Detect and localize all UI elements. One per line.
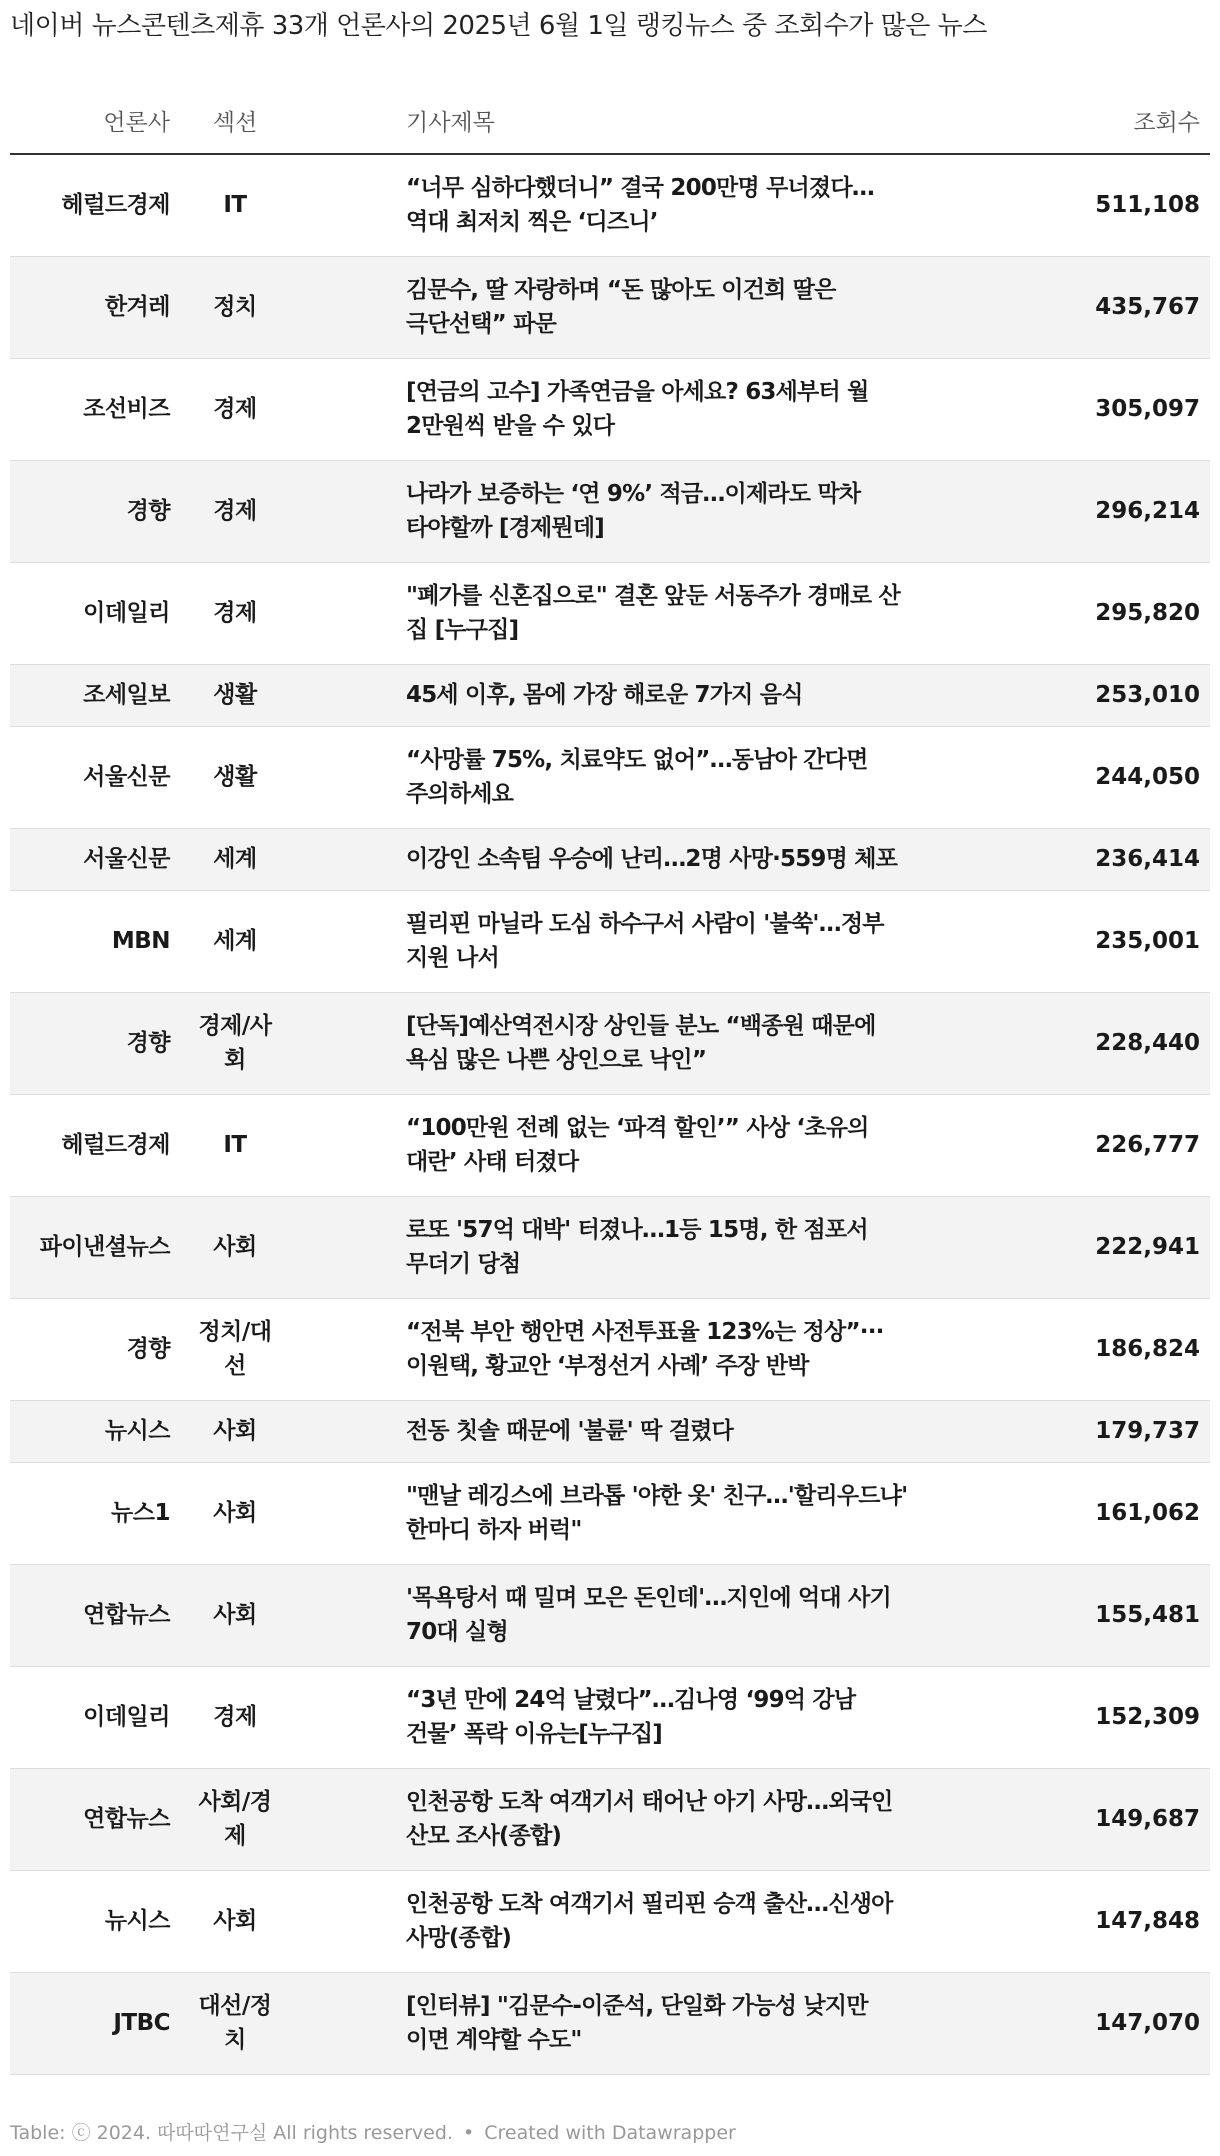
cell-views: 435,767 — [940, 256, 1210, 358]
table-row — [10, 828, 1210, 890]
cell-views: 296,214 — [940, 460, 1210, 562]
cell-section: 생활 — [180, 726, 290, 828]
cell-views: 155,481 — [940, 1564, 1210, 1666]
cell-headline: 로또 '57억 대박' 터졌나…1등 15명, 한 점포서 무더기 당첨 — [290, 1196, 940, 1298]
cell-section: IT — [180, 1094, 290, 1196]
table-row — [10, 1972, 1210, 2074]
cell-section: 세계 — [180, 890, 290, 992]
table-body — [10, 154, 1210, 2074]
cell-headline: “너무 심하다했더니” 결국 200만명 무너졌다…역대 최저치 찍은 ‘디즈니’ — [290, 154, 940, 256]
cell-press: 헤럴드경제 — [10, 154, 180, 256]
cell-views: 161,062 — [940, 1462, 1210, 1564]
table-row — [10, 256, 1210, 358]
cell-section: 사회/경제 — [180, 1768, 290, 1870]
cell-press: 이데일리 — [10, 562, 180, 664]
cell-press: 연합뉴스 — [10, 1564, 180, 1666]
cell-section: 대선/정치 — [180, 1972, 290, 2074]
cell-section: IT — [180, 154, 290, 256]
cell-section: 정치/대선 — [180, 1298, 290, 1400]
cell-section: 경제 — [180, 358, 290, 460]
footer-table-label: Table: — [10, 2122, 66, 2144]
cell-views: 295,820 — [940, 562, 1210, 664]
cell-views: 226,777 — [940, 1094, 1210, 1196]
table-row — [10, 890, 1210, 992]
cell-press: 뉴시스 — [10, 1400, 180, 1462]
cell-headline: 김문수, 딸 자랑하며 “돈 많아도 이건희 딸은 극단선택” 파문 — [290, 256, 940, 358]
cell-views: 222,941 — [940, 1196, 1210, 1298]
cell-press: 경향 — [10, 1298, 180, 1400]
table-row — [10, 460, 1210, 562]
table-row — [10, 1870, 1210, 1972]
cell-section: 사회 — [180, 1564, 290, 1666]
cell-section: 경제 — [180, 460, 290, 562]
cell-views: 147,070 — [940, 1972, 1210, 2074]
cell-press: 헤럴드경제 — [10, 1094, 180, 1196]
footer-credit[interactable]: Created with Datawrapper — [484, 2122, 736, 2144]
cell-section: 경제 — [180, 562, 290, 664]
cell-headline: 이강인 소속팀 우승에 난리…2명 사망·559명 체포 — [290, 828, 940, 890]
cell-section: 사회 — [180, 1400, 290, 1462]
chart-title: 네이버 뉴스콘텐츠제휴 33개 언론사의 2025년 6월 1일 랭킹뉴스 중 조회수가 많은 뉴스 — [10, 11, 987, 41]
cell-press: 조세일보 — [10, 664, 180, 726]
cell-press: 조선비즈 — [10, 358, 180, 460]
cell-views: 235,001 — [940, 890, 1210, 992]
cell-views: 236,414 — [940, 828, 1210, 890]
cell-press: 파이낸셜뉴스 — [10, 1196, 180, 1298]
cell-press: 경향 — [10, 992, 180, 1094]
table-row — [10, 1196, 1210, 1298]
cell-headline: “사망률 75%, 치료약도 없어”…동남아 간다면 주의하세요 — [290, 726, 940, 828]
column-header-press[interactable]: 언론사 — [10, 88, 180, 154]
cell-headline: 전동 칫솔 때문에 '불륜' 딱 걸렸다 — [290, 1400, 940, 1462]
table-row — [10, 1094, 1210, 1196]
cell-section: 경제/사회 — [180, 992, 290, 1094]
cell-views: 147,848 — [940, 1870, 1210, 1972]
cell-headline: [연금의 고수] 가족연금을 아세요? 63세부터 월 2만원씩 받을 수 있다 — [290, 358, 940, 460]
table-row — [10, 1564, 1210, 1666]
cell-section: 정치 — [180, 256, 290, 358]
table-row — [10, 1666, 1210, 1768]
table-row — [10, 992, 1210, 1094]
table-row — [10, 154, 1210, 256]
table-row — [10, 1462, 1210, 1564]
cell-press: MBN — [10, 890, 180, 992]
table-row — [10, 1400, 1210, 1462]
table-row — [10, 1298, 1210, 1400]
column-header-section[interactable]: 섹션 — [180, 88, 290, 154]
cell-section: 사회 — [180, 1196, 290, 1298]
footer-copyright: ⓒ 2024. 따따따연구실 All rights reserved. — [71, 2122, 453, 2144]
cell-headline: 45세 이후, 몸에 가장 해로운 7가지 음식 — [290, 664, 940, 726]
cell-headline: 인천공항 도착 여객기서 필리핀 승객 출산…신생아 사망(종합) — [290, 1870, 940, 1972]
cell-headline: "맨날 레깅스에 브라톱 '야한 옷' 친구…'할리우드냐' 한마디 하자 버럭" — [290, 1462, 940, 1564]
cell-views: 152,309 — [940, 1666, 1210, 1768]
cell-views: 186,824 — [940, 1298, 1210, 1400]
cell-press: 서울신문 — [10, 726, 180, 828]
cell-section: 사회 — [180, 1870, 290, 1972]
ranking-table — [10, 88, 1210, 2075]
footer — [10, 2118, 736, 2145]
cell-section: 세계 — [180, 828, 290, 890]
cell-views: 228,440 — [940, 992, 1210, 1094]
cell-press: 이데일리 — [10, 1666, 180, 1768]
table-row — [10, 358, 1210, 460]
table-row — [10, 1768, 1210, 1870]
cell-press: JTBC — [10, 1972, 180, 2074]
cell-press: 경향 — [10, 460, 180, 562]
cell-section: 경제 — [180, 1666, 290, 1768]
cell-headline: [인터뷰] "김문수-이준석, 단일화 가능성 낮지만 이면 계약할 수도" — [290, 1972, 940, 2074]
cell-headline: “전북 부안 행안면 사전투표율 123%는 정상”···이원택, 황교안 ‘부정선거 사례’ 주장 반박 — [290, 1298, 940, 1400]
cell-headline: "폐가를 신혼집으로" 결혼 앞둔 서동주가 경매로 산 집 [누구집] — [290, 562, 940, 664]
cell-views: 179,737 — [940, 1400, 1210, 1462]
cell-views: 149,687 — [940, 1768, 1210, 1870]
cell-headline: [단독]예산역전시장 상인들 분노 “백종원 때문에 욕심 많은 나쁜 상인으로 낙인” — [290, 992, 940, 1094]
cell-headline: 필리핀 마닐라 도심 하수구서 사람이 '불쑥'…정부 지원 나서 — [290, 890, 940, 992]
cell-views: 305,097 — [940, 358, 1210, 460]
cell-headline: “100만원 전례 없는 ‘파격 할인’” 사상 ‘초유의 대란’ 사태 터졌다 — [290, 1094, 940, 1196]
table-row — [10, 562, 1210, 664]
cell-section: 생활 — [180, 664, 290, 726]
cell-press: 뉴스1 — [10, 1462, 180, 1564]
table-header-row — [10, 88, 1210, 154]
cell-section: 사회 — [180, 1462, 290, 1564]
cell-press: 한겨레 — [10, 256, 180, 358]
column-header-views[interactable]: 조회수 — [940, 88, 1210, 154]
cell-press: 뉴시스 — [10, 1870, 180, 1972]
cell-press: 연합뉴스 — [10, 1768, 180, 1870]
cell-headline: “3년 만에 24억 날렸다”…김나영 ‘99억 강남 건물’ 폭락 이유는[누구집] — [290, 1666, 940, 1768]
cell-headline: '목욕탕서 때 밀며 모은 돈인데'…지인에 억대 사기 70대 실형 — [290, 1564, 940, 1666]
table-row — [10, 726, 1210, 828]
table-row — [10, 664, 1210, 726]
column-header-headline[interactable]: 기사제목 — [290, 88, 940, 154]
cell-views: 244,050 — [940, 726, 1210, 828]
cell-headline: 인천공항 도착 여객기서 태어난 아기 사망…외국인 산모 조사(종합) — [290, 1768, 940, 1870]
cell-press: 서울신문 — [10, 828, 180, 890]
cell-headline: 나라가 보증하는 ‘연 9%’ 적금…이제라도 막차 타야할까 [경제뭔데] — [290, 460, 940, 562]
cell-views: 253,010 — [940, 664, 1210, 726]
footer-separator: • — [462, 2122, 475, 2144]
cell-views: 511,108 — [940, 154, 1210, 256]
